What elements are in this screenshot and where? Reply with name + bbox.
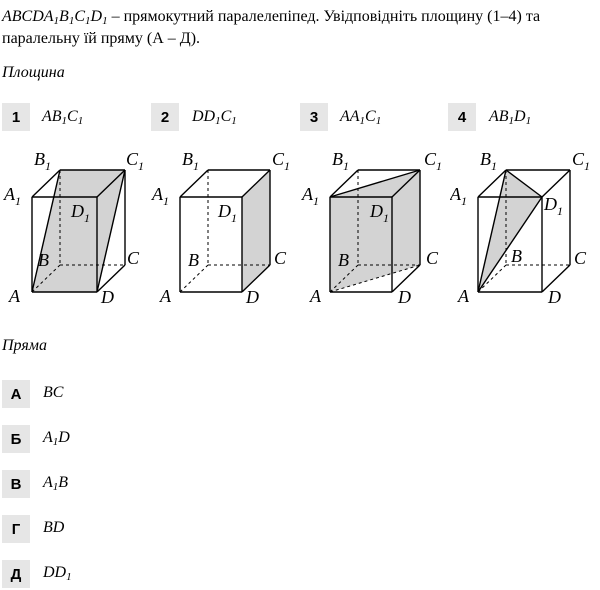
plane-label-3: $AA_1C_1$	[340, 108, 382, 127]
vertex-d: D	[246, 287, 259, 307]
task-text: – прямокутний паралелепіпед. Увідповідніть площину (1–4) та паралельну їй пряму (А – Д).	[2, 8, 541, 47]
vertex-c: C	[426, 248, 439, 268]
plane-number-1: 1	[2, 103, 30, 131]
option-line-d: $DD_1$	[43, 564, 72, 583]
vertex-a1: $A_1$	[302, 184, 319, 208]
vertex-a1: $A_1$	[152, 184, 169, 208]
option-line-v: $A_1B$	[43, 474, 69, 493]
plane-number-4: 4	[448, 103, 476, 131]
plane-number-2: 2	[151, 103, 179, 131]
vertex-c1: $C_1$	[572, 149, 591, 173]
planes-heading: Площина	[2, 64, 65, 81]
vertex-b: B	[338, 250, 349, 270]
figure-2-parallelepiped	[150, 140, 300, 320]
lines-heading: Пряма	[2, 337, 47, 354]
option-letter-d: Д	[2, 560, 30, 588]
vertex-d1: $D_1$	[71, 201, 90, 225]
vertex-d1: $D_1$	[218, 201, 237, 225]
vertex-c: C	[127, 248, 140, 268]
vertex-c1: $C_1$	[126, 149, 145, 173]
vertex-a1: $A_1$	[450, 184, 467, 208]
vertex-b1: $B_1$	[332, 149, 349, 173]
figure-1-parallelepiped	[0, 140, 150, 320]
vertex-c1: $C_1$	[272, 149, 291, 173]
vertex-d: D	[548, 287, 561, 307]
vertex-d: D	[398, 287, 411, 307]
vertex-b: B	[188, 250, 199, 270]
option-letter-b: Б	[2, 425, 30, 453]
vertex-a: A	[458, 286, 469, 306]
figure-3-parallelepiped	[300, 140, 450, 320]
vertex-c: C	[274, 248, 287, 268]
option-letter-v: В	[2, 470, 30, 498]
vertex-c1: $C_1$	[424, 149, 443, 173]
task-statement	[2, 6, 594, 50]
figure-4-parallelepiped	[450, 140, 600, 320]
option-line-b: $A_1D$	[43, 429, 70, 448]
vertex-d1: $D_1$	[544, 194, 563, 218]
shaded-plane-aa1c1	[330, 170, 420, 292]
vertex-b1: $B_1$	[34, 149, 51, 173]
vertex-a: A	[160, 286, 171, 306]
vertex-b1: $B_1$	[480, 149, 497, 173]
option-letter-a: А	[2, 380, 30, 408]
vertex-a1: $A_1$	[4, 184, 21, 208]
vertex-c: C	[574, 248, 587, 268]
shaded-plane-dd1c1	[242, 170, 270, 292]
vertex-a: A	[9, 286, 20, 306]
vertex-b: B	[511, 246, 522, 266]
vertex-d1: $D_1$	[370, 201, 389, 225]
vertex-b1: $B_1$	[182, 149, 199, 173]
plane-number-3: 3	[300, 103, 328, 131]
vertex-a: A	[310, 286, 321, 306]
option-line-h: BD	[43, 519, 65, 536]
option-letter-h: Г	[2, 515, 30, 543]
option-line-a: BC	[43, 384, 64, 401]
parallelepiped-name: $ABCDA_1B_1C_1D_1$	[2, 8, 108, 27]
plane-label-2: $DD_1C_1$	[192, 108, 237, 127]
plane-label-1: $AB_1C_1$	[42, 108, 84, 127]
vertex-b: B	[38, 250, 49, 270]
plane-label-4: $AB_1D_1$	[489, 108, 532, 127]
vertex-d: D	[101, 287, 114, 307]
